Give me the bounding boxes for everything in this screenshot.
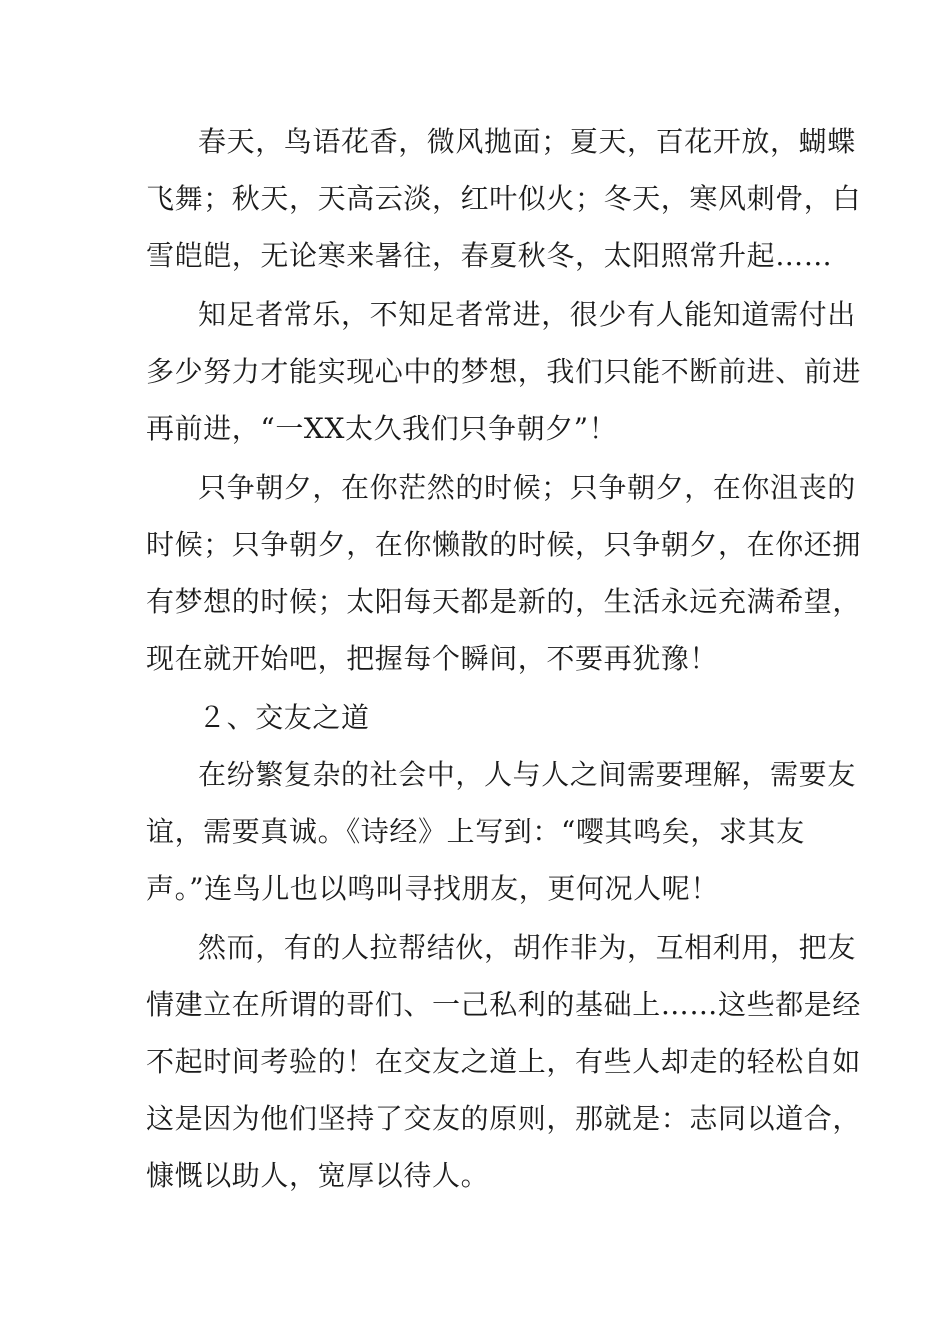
p6-line2: 情建立在所谓的哥们、一己私利的基础上……这些都是经: [146, 988, 862, 1021]
p2-line3: 再前进，“一XX太久我们只争朝夕”！: [146, 412, 618, 445]
p5-line2: 谊，需要真诚。《诗经》上写到：“嘤其鸣矣，求其友: [146, 815, 805, 848]
p3-line1: 只争朝夕，在你茫然的时候；只争朝夕，在你沮丧的: [198, 471, 856, 504]
p3-line3: 有梦想的时候；太阳每天都是新的，生活永远充满希望，: [146, 585, 862, 618]
p1-line3: 雪皑皑，无论寒来暑往，春夏秋冬，太阳照常升起……: [146, 239, 833, 272]
p1-line2: 飞舞；秋天，天高云淡，红叶似火；冬天，寒风刺骨，白: [146, 182, 862, 215]
p3-line4: 现在就开始吧，把握每个瞬间，不要再犹豫！: [146, 642, 719, 675]
p3-line2: 时候；只争朝夕，在你懒散的时候，只争朝夕，在你还拥: [146, 528, 862, 561]
p6-line5: 慷慨以助人，宽厚以待人。: [146, 1159, 490, 1192]
section-heading: ２、交友之道: [198, 701, 370, 734]
p2-line2: 多少努力才能实现心中的梦想，我们只能不断前进、前进: [146, 355, 862, 388]
p2-line1: 知足者常乐，不知足者常进，很少有人能知道需付出: [198, 298, 856, 331]
p1-line1: 春天，鸟语花香，微风拋面；夏天，百花开放，蝴蝶: [198, 125, 856, 158]
p6-line4: 这是因为他们坚持了交友的原则，那就是：志同以道合，: [146, 1102, 862, 1135]
p5-line1: 在纷繁复杂的社会中，人与人之间需要理解，需要友: [198, 758, 856, 791]
p5-line3: 声。”连鸟儿也以鸣叫寻找朋友，更何况人呢！: [146, 872, 719, 905]
p6-line1: 然而，有的人拉帮结伙，胡作非为，互相利用，把友: [198, 931, 856, 964]
p6-line3: 不起时间考验的！在交友之道上，有些人却走的轻松自如: [146, 1045, 862, 1078]
